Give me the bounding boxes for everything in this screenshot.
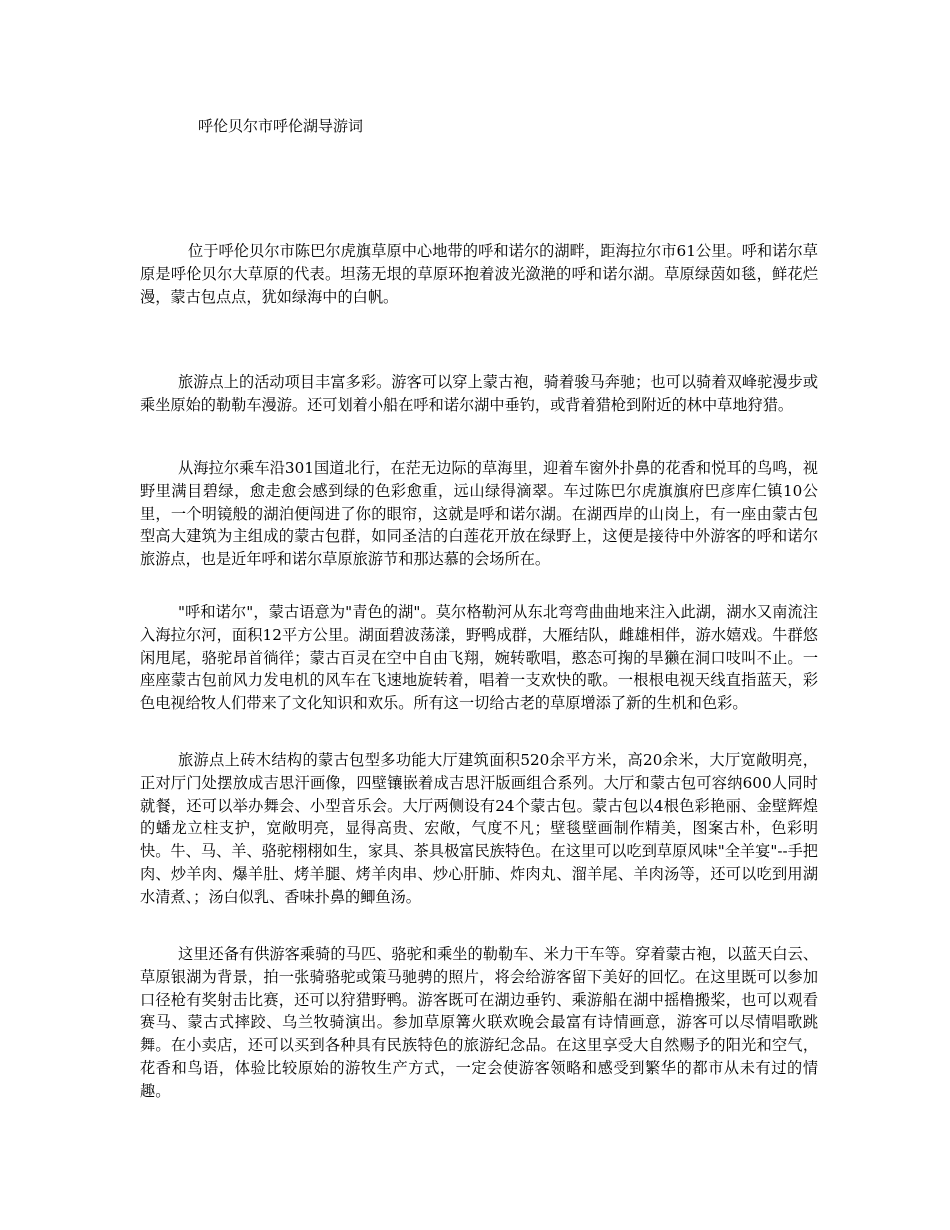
paragraph-activities: 旅游点上的活动项目丰富多彩。游客可以穿上蒙古袍，骑着骏马奔驰；也可以骑着双峰驼漫步或乘坐原始的勒勒车漫游。还可划着小船在呼和诺尔湖中垂钓，或背着猎枪到附近的林中草地狩猎。 <box>140 373 818 414</box>
paragraph-route: 从海拉尔乘车沿301国道北行，在茫无边际的草海里，迎着车窗外扑鼻的花香和悦耳的鸟鸣，视野里满目碧绿，愈走愈会感到绿的色彩愈重，远山绿得滴翠。车过陈巴尔虎旗旗府巴彦库仁镇10公里，一个明镜般的湖泊便闯进了你的眼帘，这就是呼和诺尔湖。在湖西岸的山岗上，有一座由蒙古包型高大建筑为主组成的蒙古包群，如同圣洁的白莲花开放在绿野上，这便是接待中外游客的呼和诺尔旅游点，也是近年呼和诺尔草原旅游节和那达慕的会场所在。 <box>140 459 818 569</box>
document-title: 呼伦贝尔市呼伦湖导游词 <box>198 117 364 135</box>
paragraph-recreation: 这里还备有供游客乘骑的马匹、骆驼和乘坐的勒勒车、米力干车等。穿着蒙古袍，以蓝天白云、草原银湖为背景，拍一张骑骆驼或策马驰骋的照片，将会给游客留下美好的回忆。在这里既可以参加口径枪有奖射击比赛，还可以狩猎野鸭。游客既可在湖边垂钓、乘游船在湖中摇橹搬桨，也可以观看赛马、蒙古式摔跤、乌兰牧骑演出。参加草原篝火联欢晚会最富有诗情画意，游客可以尽情唱歌跳舞。在小卖店，还可以买到各种具有民族特色的旅游纪念品。在这里享受大自然赐予的阳光和空气，花香和鸟语，体验比较原始的游牧生产方式，一定会使游客领略和感受到繁华的都市从未有过的情趣。 <box>140 945 818 1100</box>
paragraph-hall: 旅游点上砖木结构的蒙古包型多功能大厅建筑面积520余平方米，高20余米，大厅宽敞明亮，正对厅门处摆放成吉思汗画像，四壁镶嵌着成吉思汗版画组合系列。大厅和蒙古包可容纳600人同时就餐，还可以举办舞会、小型音乐会。大厅两侧设有24个蒙古包。蒙古包以4根色彩艳丽、金壁辉煌的蟠龙立柱支护，宽敞明亮，显得高贵、宏敞，气度不凡；壁毯壁画制作精美，图案古朴，色彩明快。牛、马、羊、骆驼栩栩如生，家具、茶具极富民族特色。在这里可以吃到草原风味"全羊宴"--手把肉、炒羊肉、爆羊肚、烤羊腿、烤羊肉串、炒心肝肺、炸肉丸、溜羊尾、羊肉汤等，还可以吃到用湖水清煮、；汤白似乳、香味扑鼻的鲫鱼汤。 <box>140 751 818 906</box>
paragraph-lake-meaning: "呼和诺尔"，蒙古语意为"青色的湖"。莫尔格勒河从东北弯弯曲曲地来注入此湖，湖水又南流注入海拉尔河，面积12平方公里。湖面碧波荡漾，野鸭成群，大雁结队，雌雄相伴，游水嬉戏。牛群悠闲甩尾，骆驼昂首徜徉；蒙古百灵在空中自由飞翔，婉转歌唱，憨态可掬的旱獭在洞口吱叫不止。一座座蒙古包前风力发电机的风车在飞速地旋转着，唱着一支欢快的歌。一根根电视天线直指蓝天，彩色电视给牧人们带来了文化知识和欢乐。所有这一切给古老的草原增添了新的生机和色彩。 <box>140 603 818 713</box>
paragraph-intro: 位于呼伦贝尔市陈巴尔虎旗草原中心地带的呼和诺尔的湖畔，距海拉尔市61公里。呼和诺尔草原是呼伦贝尔大草原的代表。坦荡无垠的草原环抱着波光潋滟的呼和诺尔湖。草原绿茵如毯，鲜花烂漫，蒙古包点点，犹如绿海中的白帆。 <box>140 242 818 306</box>
